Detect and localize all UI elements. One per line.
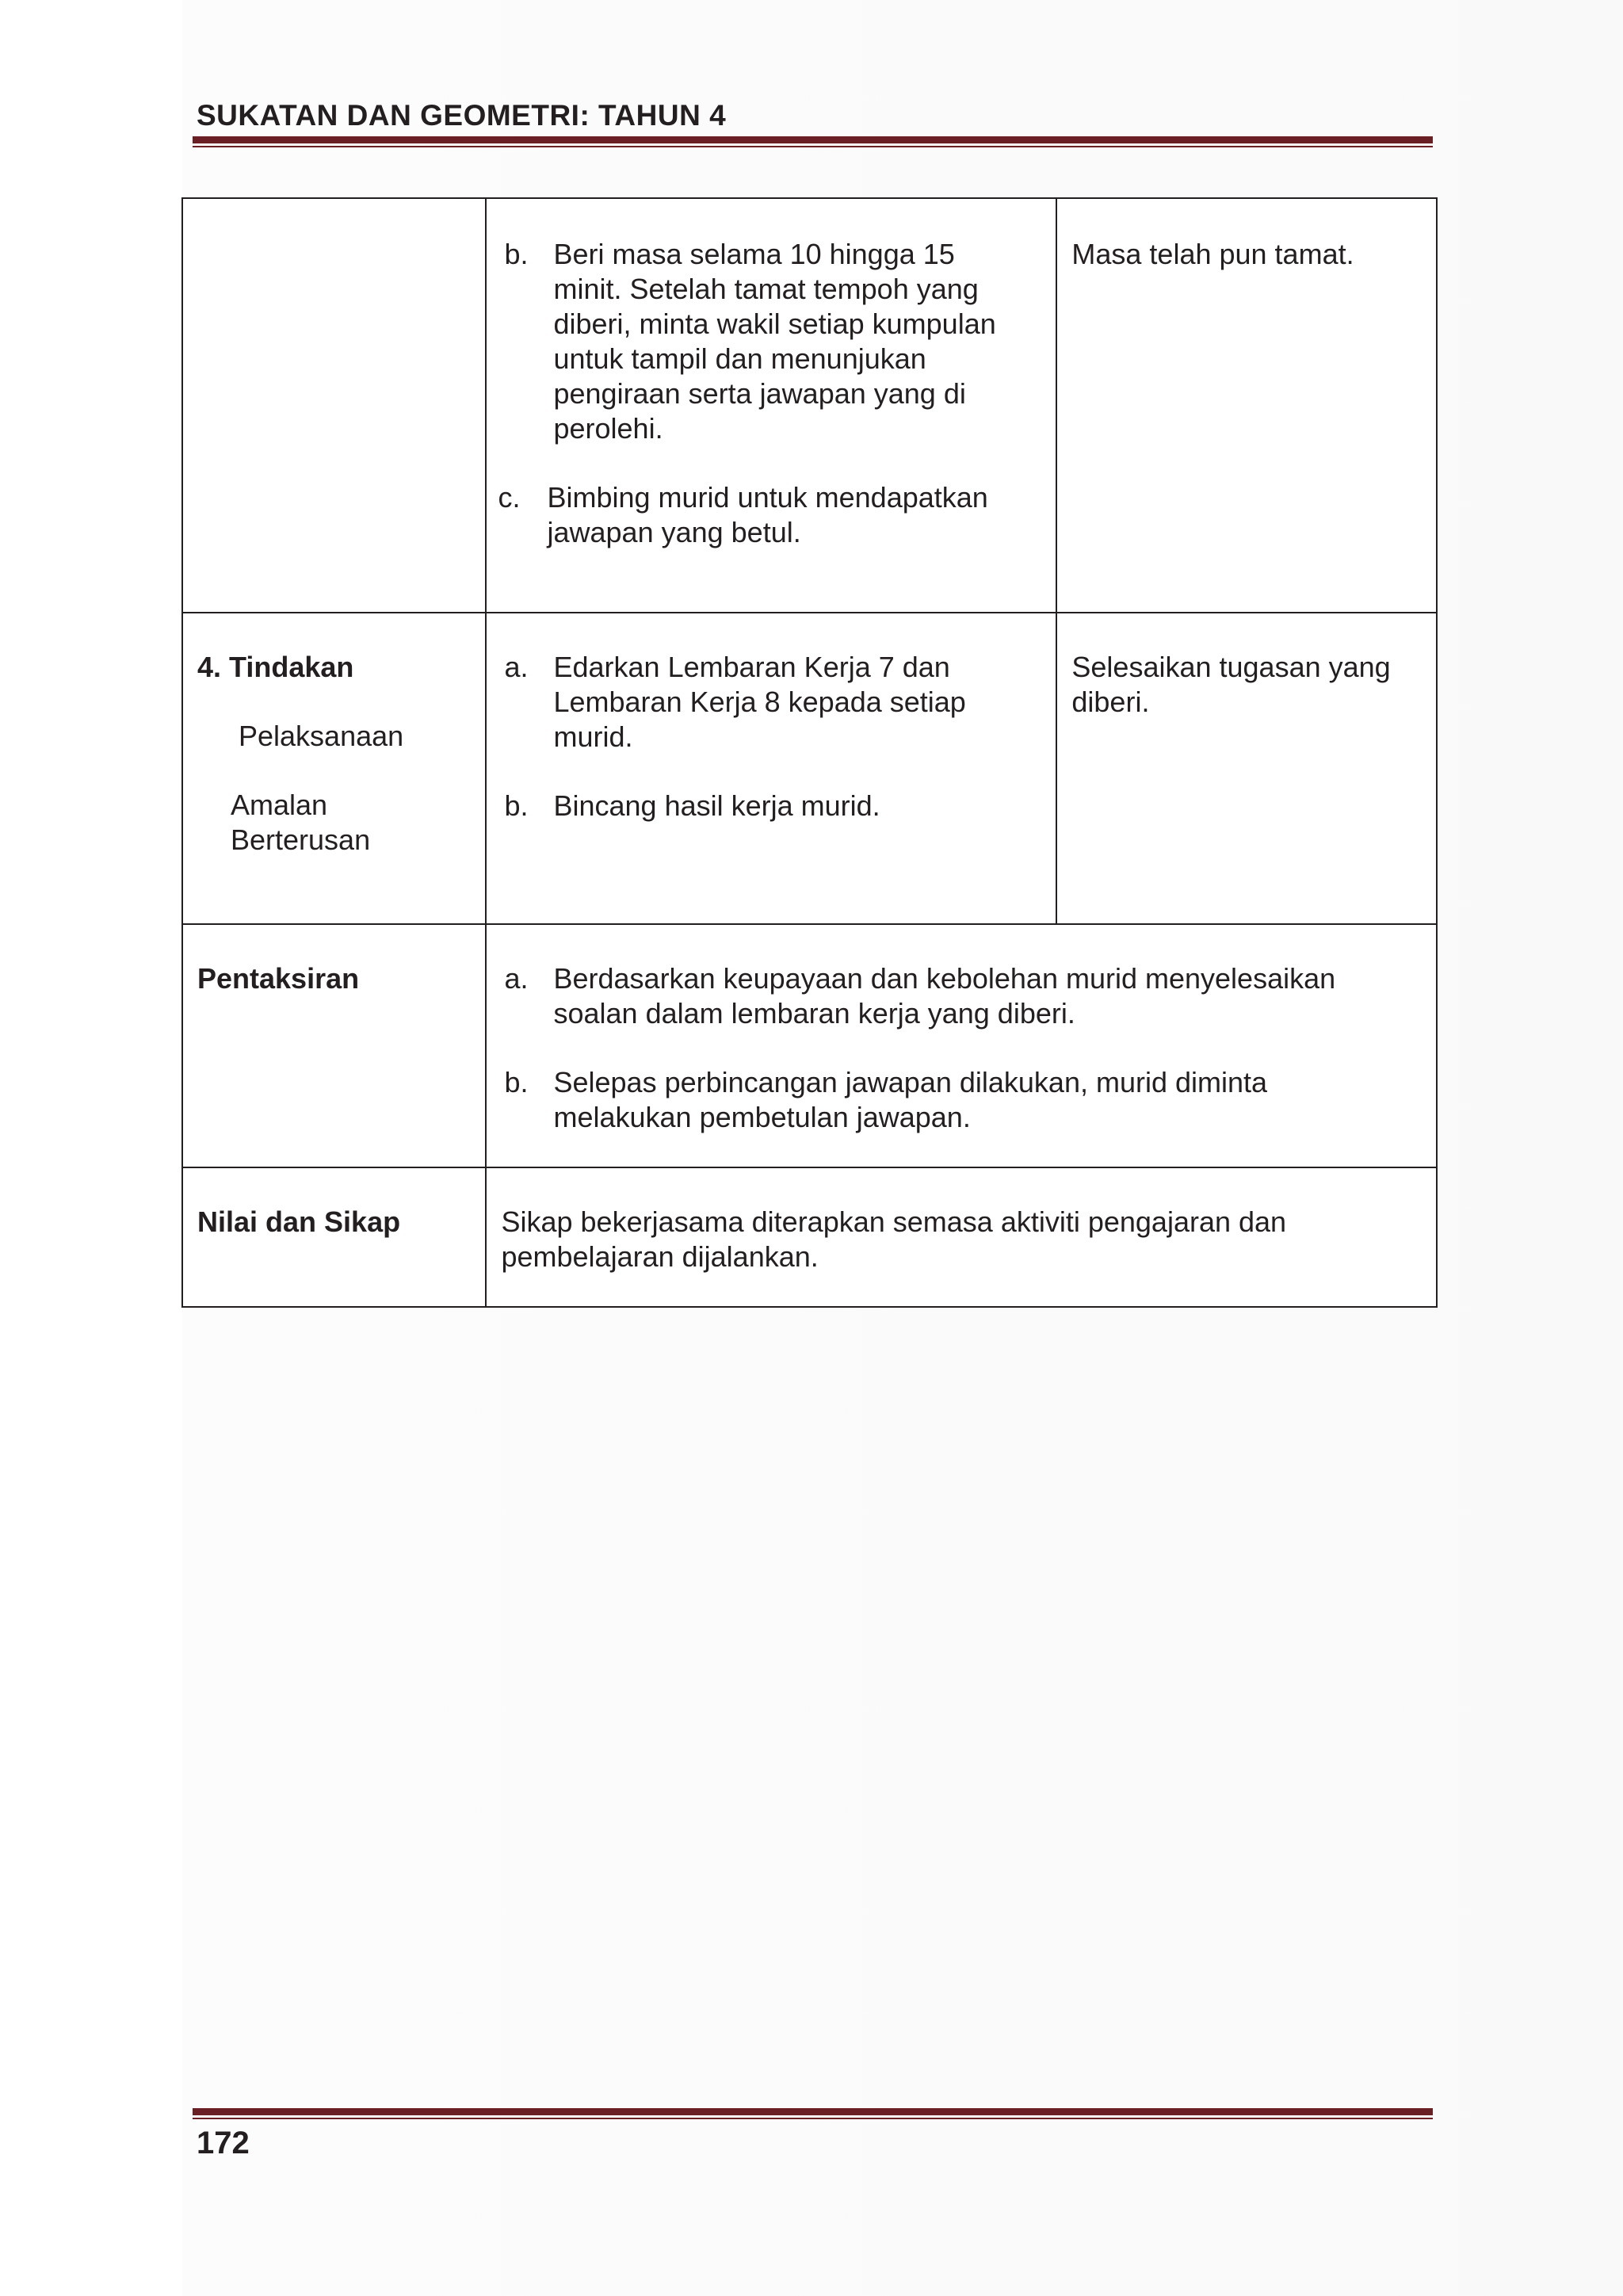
values-cell xyxy=(486,1167,1437,1307)
list-item xyxy=(498,480,1041,550)
page-number: 172 xyxy=(197,2126,250,2160)
list-item xyxy=(504,650,1041,755)
note-cell xyxy=(1056,613,1437,924)
stage-label: Pentaksiran xyxy=(197,962,360,995)
lesson-plan-table xyxy=(181,197,1438,1308)
table-row xyxy=(182,198,1437,613)
stage-cell xyxy=(182,1167,486,1307)
item-text-continued: jawapan yang betul. xyxy=(547,516,801,548)
note-cell xyxy=(1056,198,1437,613)
list-item xyxy=(504,789,1041,823)
stage-label xyxy=(183,199,485,259)
stage-subtitle: Pelaksanaan xyxy=(239,720,404,752)
item-label: b. xyxy=(504,789,529,822)
item-label: a. xyxy=(504,962,529,995)
stage-subtitle-line: Amalan xyxy=(231,789,328,821)
stage-cell xyxy=(182,924,486,1167)
table-row xyxy=(182,924,1437,1167)
stage-subtitle-line: Berterusan xyxy=(231,823,371,856)
item-label: c. xyxy=(498,481,521,514)
note-text: Masa telah pun tamat. xyxy=(1071,238,1354,270)
activity-cell xyxy=(486,198,1056,613)
item-text: Beri masa selama 10 hingga 15 minit. Setelah tamat tempoh yang diberi, minta wakil setiap kumpulan untuk tampil dan menunjukan pengiraan serta jawapan yang di perolehi. xyxy=(553,238,996,445)
assessment-cell xyxy=(486,924,1437,1167)
table-row xyxy=(182,1167,1437,1307)
list-item xyxy=(504,237,1041,446)
item-label: b. xyxy=(504,238,529,270)
footer-rule xyxy=(193,2108,1433,2119)
note-text: Selesaikan tugasan yang diberi. xyxy=(1071,651,1391,718)
item-text: Bimbing murid untuk mendapatkan xyxy=(547,481,988,514)
list-item xyxy=(504,961,1422,1031)
stage-cell xyxy=(182,198,486,613)
page-header-title: SUKATAN DAN GEOMETRI: TAHUN 4 xyxy=(197,99,727,132)
stage-cell xyxy=(182,613,486,924)
item-label: b. xyxy=(504,1066,529,1098)
list-item xyxy=(504,1065,1422,1135)
stage-title: 4. Tindakan xyxy=(197,651,354,683)
header-rule xyxy=(193,136,1433,147)
stage-label: Nilai dan Sikap xyxy=(197,1205,401,1238)
item-text: Berdasarkan keupayaan dan kebolehan murid menyelesaikan soalan dalam lembaran kerja yang diberi. xyxy=(553,962,1336,1030)
item-label: a. xyxy=(504,651,529,683)
table-row xyxy=(182,613,1437,924)
item-text: Edarkan Lembaran Kerja 7 dan Lembaran Kerja 8 kepada setiap murid. xyxy=(553,651,966,753)
stage-subtitle xyxy=(197,788,471,858)
item-text: Bincang hasil kerja murid. xyxy=(553,789,880,822)
item-text: Selepas perbincangan jawapan dilakukan, murid diminta melakukan pembetulan jawapan. xyxy=(553,1066,1268,1133)
activity-cell xyxy=(486,613,1056,924)
values-text: Sikap bekerjasama diterapkan semasa aktiviti pengajaran dan pembelajaran dijalankan. xyxy=(501,1205,1287,1273)
